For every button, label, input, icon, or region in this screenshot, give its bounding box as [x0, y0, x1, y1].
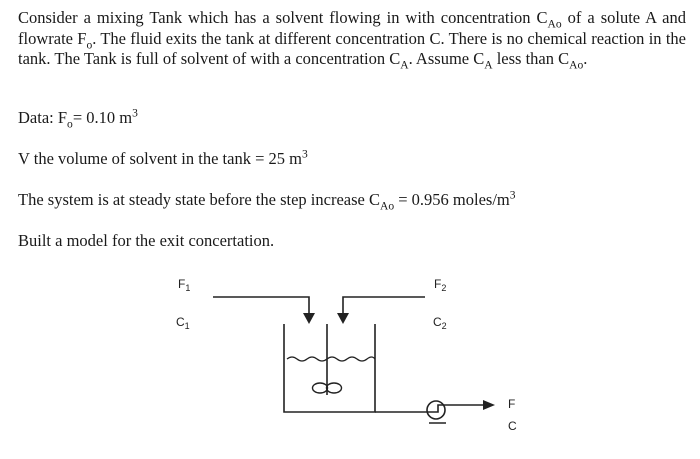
volume-text: V the volume of solvent in the tank = 25 m	[18, 149, 302, 168]
intro-text-5: less than	[492, 49, 559, 68]
outlet-conc-label: C	[508, 419, 517, 433]
ca2-symbol: C	[473, 49, 485, 68]
data-value: = 0.10 m	[72, 108, 133, 127]
inlet2-flow-label: $F_2$	[434, 277, 447, 293]
liquid-surface	[287, 357, 375, 361]
ca-symbol: C	[389, 49, 401, 68]
problem-intro-paragraph	[18, 8, 686, 70]
mixing-tank-diagram	[0, 260, 700, 459]
inlet2-arrow	[337, 313, 349, 324]
intro-text-6: .	[583, 49, 588, 68]
tank-body	[284, 324, 375, 412]
inlet1-arrow	[303, 313, 315, 324]
intro-text-4: . Assume	[408, 49, 474, 68]
fo-subscript: o	[86, 38, 93, 51]
task-text: Built a model for the exit concertation.	[18, 231, 275, 250]
volume-superscript: 3	[301, 148, 308, 161]
inlet1-flow-label: $F_1$	[178, 277, 191, 293]
steady-symbol: C	[368, 190, 380, 209]
outlet-arrow	[483, 400, 495, 410]
steady-subscript: Ao	[379, 200, 395, 213]
outlet-pipe	[375, 405, 483, 412]
cao2-symbol: C	[558, 49, 570, 68]
volume-line	[18, 149, 686, 170]
ca2-subscript: A	[484, 59, 493, 72]
intro-text-3: . The fluid exits the tank at different concentration C. There is no chemical reaction in the tank. The Tank is full of solvent of with a concentration	[18, 28, 686, 68]
steady-superscript: 3	[509, 189, 516, 202]
inlet2-pipe	[343, 297, 425, 315]
data-line	[18, 108, 686, 129]
cao-symbol: C	[536, 8, 548, 27]
inlet2-conc-label: $C_2$	[433, 315, 447, 331]
task-line	[18, 231, 686, 252]
data-label: Data: F	[18, 108, 68, 127]
inlet1-conc-label: $C_1$	[176, 315, 190, 331]
data-superscript: 3	[132, 107, 138, 120]
inlet1-pipe	[213, 297, 309, 315]
data-subscript: o	[67, 118, 73, 131]
outlet-flow-label: F	[508, 397, 516, 411]
cao-subscript: Ao	[547, 18, 562, 31]
ca-subscript: A	[400, 59, 409, 72]
steady-text: The system is at steady state before the step increase	[18, 190, 369, 209]
steady-state-line	[18, 190, 686, 211]
steady-value: = 0.956 moles/m	[394, 190, 510, 209]
intro-text-1: Consider a mixing Tank which has a solvent flowing in with concentration	[18, 8, 537, 27]
intro-text-2: of a solute A and flowrate F	[18, 8, 686, 48]
cao2-subscript: Ao	[569, 59, 584, 72]
